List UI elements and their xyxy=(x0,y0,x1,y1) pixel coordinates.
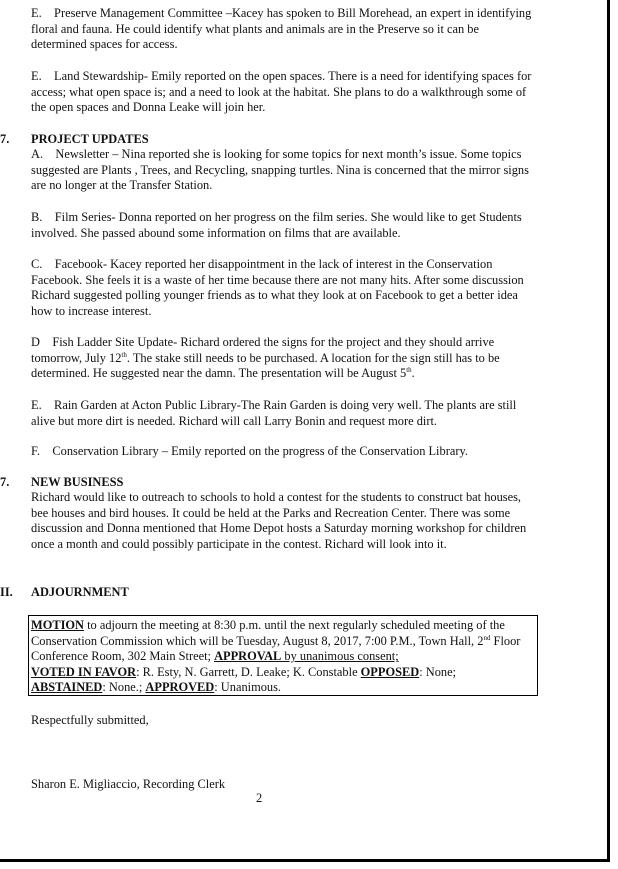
item-fish-ladder xyxy=(31,335,536,382)
approved-text: : Unanimous. xyxy=(214,680,282,695)
section-number-new-business: 7. xyxy=(0,475,10,489)
motion-text-1: to adjourn the meeting at 8:30 p.m. until the next regularly scheduled meeting of the Conservation Commission which will be Tuesday, August 8, 2017, 7:00 P.M., Town Hall, 2 xyxy=(31,618,505,648)
item-film-series: B. Film Series- Donna reported on her progress on the film series. She would like to get Students involved. She passed abound some information on films that are available. xyxy=(31,210,522,240)
section-number-adjournment: II. xyxy=(0,585,13,599)
voted-text: : R. Esty, N. Garrett, D. Leake; K. Constable xyxy=(136,664,361,679)
opposed-label: OPPOSED xyxy=(360,664,420,679)
fish-ladder-text-3: . xyxy=(411,366,415,381)
signature: Sharon E. Migliaccio, Recording Clerk xyxy=(31,777,226,791)
heading-project-updates: PROJECT UPDATES xyxy=(31,132,149,146)
motion-text-2: Floor Conference Room, 302 Main Street; xyxy=(31,633,521,664)
motion-label: MOTION xyxy=(31,618,85,632)
fish-ladder-sup-1: th xyxy=(121,350,127,359)
item-newsletter: A. Newsletter – Nina reported she is looking for some topics for next month’s issue. Some topics suggested are Plants , Trees, and Recycling, snapping turtles. Nina is concerned that the mirror signs are no longer at the Transfer Station. xyxy=(31,147,529,193)
voted-label: VOTED IN FAVOR xyxy=(31,664,137,679)
fish-ladder-sup-2: th xyxy=(406,366,412,375)
heading-adjournment: ADJOURNMENT xyxy=(31,585,129,599)
item-rain-garden: E. Rain Garden at Acton Public Library-The Rain Garden is doing very well. The plants are still alive but more dirt is needed. Richard will call Larry Bonin and request more dirt. xyxy=(31,398,517,428)
approved-label: APPROVED xyxy=(145,680,215,695)
page-number: 2 xyxy=(256,791,263,805)
motion-box xyxy=(28,615,538,696)
approval-text: by unanimous consent; xyxy=(281,649,399,664)
motion-sup: nd xyxy=(483,633,491,642)
abstained-text: : None.; xyxy=(102,680,146,695)
opposed-text: : None; xyxy=(419,664,457,679)
section-number-project-updates: 7. xyxy=(0,132,10,146)
abstained-label: ABSTAINED xyxy=(31,680,103,695)
new-business-text: Richard would like to outreach to schools to hold a contest for the students to construct bat houses, bee houses and bird houses. It could be held at the Parks and Recreation Center. There was some discussion and Donna mentioned that Home Depot hosts a Saturday morning workshop for children once a month and could possibly participate in the contest. Richard will look into it. xyxy=(31,490,527,551)
heading-new-business: NEW BUSINESS xyxy=(31,475,124,489)
respectfully-submitted: Respectfully submitted, xyxy=(31,713,149,727)
item-conservation-library: F. Conservation Library – Emily reported on the progress of the Conservation Library. xyxy=(31,444,468,458)
item-land-stewardship: E. Land Stewardship- Emily reported on the open spaces. There is a need for identifying spaces for access; what open space is; and a need to look at the habitat. She plans to do a walkthrough some of the open spaces and Donna Leake will join her. xyxy=(31,69,532,115)
fish-ladder-text-2: . The stake still needs to be purchased. A location for the sign still has to be determined. He suggested near the damn. The presentation will be August 5 xyxy=(31,350,500,381)
fish-ladder-text-1: D Fish Ladder Site Update- Richard ordered the signs for the project and they should arrive tomorrow, July 12 xyxy=(31,335,495,365)
item-facebook: C. Facebook- Kacey reported her disappointment in the lack of interest in the Conservation Facebook. She feels it is a waste of her time because there are not many hits. After some discussion Richard suggested polling younger friends as to what they look at on Facebook to get a better idea how to increase interest. xyxy=(31,257,524,318)
approval-label: APPROVAL xyxy=(214,649,282,664)
item-preserve-management: E. Preserve Management Committee –Kacey has spoken to Bill Morehead, an expert in identifying floral and fauna. He could identify what plants and animals are in the Preserve so it can be determined spaces for access. xyxy=(31,6,532,52)
